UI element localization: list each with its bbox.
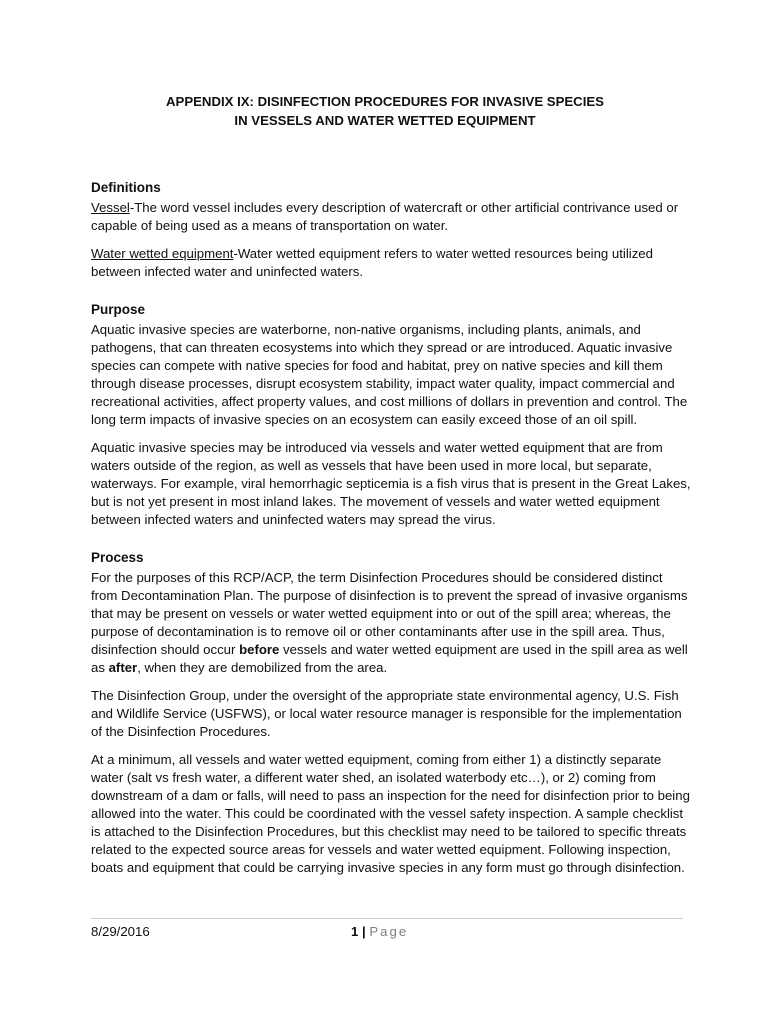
water-wetted-equipment-term: Water wetted equipment	[91, 246, 234, 261]
footer-page-indicator	[351, 923, 408, 941]
vessel-definition	[91, 199, 691, 235]
purpose-section	[91, 301, 691, 529]
process-p1-part-c: , when they are demobilized from the area.	[137, 660, 388, 675]
process-p1-bold-before: before	[239, 642, 280, 657]
footer-page-number: 1	[351, 924, 359, 939]
vessel-text: -The word vessel includes every description of watercraft or other artificial contrivance used or capable of being used as a means of transportation on water.	[91, 200, 679, 233]
title-line-1: APPENDIX IX: DISINFECTION PROCEDURES FOR INVASIVE SPECIES	[166, 94, 604, 109]
process-paragraph-2: The Disinfection Group, under the oversight of the appropriate state environmental agency, U.S. Fish and Wildlife Service (USFWS), or local water resource manager is responsible for the implementation of the Disinfection Procedures.	[91, 688, 682, 739]
process-paragraph-1	[91, 569, 691, 677]
definitions-heading: Definitions	[91, 180, 161, 195]
process-paragraph-3: At a minimum, all vessels and water wetted equipment, coming from either 1) a distinctly separate water (salt vs fresh water, a different water shed, an isolated waterbody etc…), or 2) coming from downstream of a dam or falls, will need to pass an inspection for the need for disinfection prior to being allowed into the water. This could be coordinated with the vessel safety inspection. A sample checklist is attached to the Disinfection Procedures, but this checklist may need to be tailored to specific threats related to the expected source areas for vessels and water wetted equipment. Following inspection, boats and equipment that could be carrying invasive species in any form must go through disinfection.	[91, 752, 690, 875]
water-wetted-equipment-definition	[91, 245, 691, 281]
vessel-term: Vessel	[91, 200, 130, 215]
purpose-paragraph-1: Aquatic invasive species are waterborne, non-native organisms, including plants, animals, and pathogens, that can threaten ecosystems into which they spread or are introduced. Aquatic invasive species can compete with native species for food and habitat, prey on native species and kill them through disease processes, disrupt ecosystem stability, impact water quality, impact commercial and recreational activities, affect property values, and cost millions of dollars in prevention and control. The long term impacts of invasive species on an ecosystem can easily exceed those of an oil spill.	[91, 322, 688, 427]
footer-page-label: Page	[369, 924, 409, 939]
document-title	[0, 92, 770, 130]
purpose-heading: Purpose	[91, 302, 146, 317]
process-heading: Process	[91, 550, 144, 565]
process-p1-part-a: For the purposes of this RCP/ACP, the term Disinfection Procedures should be considered distinct from Decontamination Plan. The purpose of disinfection is to prevent the spread of invasive organisms that may be present on vessels or water wetted equipment into or out of the spill area; whereas, the purpose of decontamination is to remove oil or other contaminants after use in the spill area. Thus, disinfection should occur	[91, 570, 688, 657]
process-p1-bold-after: after	[108, 660, 138, 675]
process-p1-part-b: vessels and water wetted equipment are used in the spill area as well as	[91, 642, 688, 675]
document-body	[91, 179, 691, 887]
water-wetted-equipment-text: -Water wetted equipment refers to water wetted resources being utilized between infected water and uninfected waters.	[91, 246, 653, 279]
purpose-paragraph-2: Aquatic invasive species may be introduced via vessels and water wetted equipment that are from waters outside of the region, as well as vessels that have been used in more local, but separate, waterways. For example, viral hemorrhagic septicemia is a fish virus that is present in the Great Lakes, but is not yet present in most inland lakes. The movement of vessels and water wetted equipment between infected waters and uninfected waters may spread the virus.	[91, 440, 691, 527]
footer-divider	[91, 918, 683, 919]
title-line-2: IN VESSELS AND WATER WETTED EQUIPMENT	[234, 113, 536, 128]
footer-separator: |	[362, 924, 366, 939]
definitions-section	[91, 179, 691, 281]
process-section	[91, 549, 691, 877]
footer-date: 8/29/2016	[91, 924, 150, 939]
